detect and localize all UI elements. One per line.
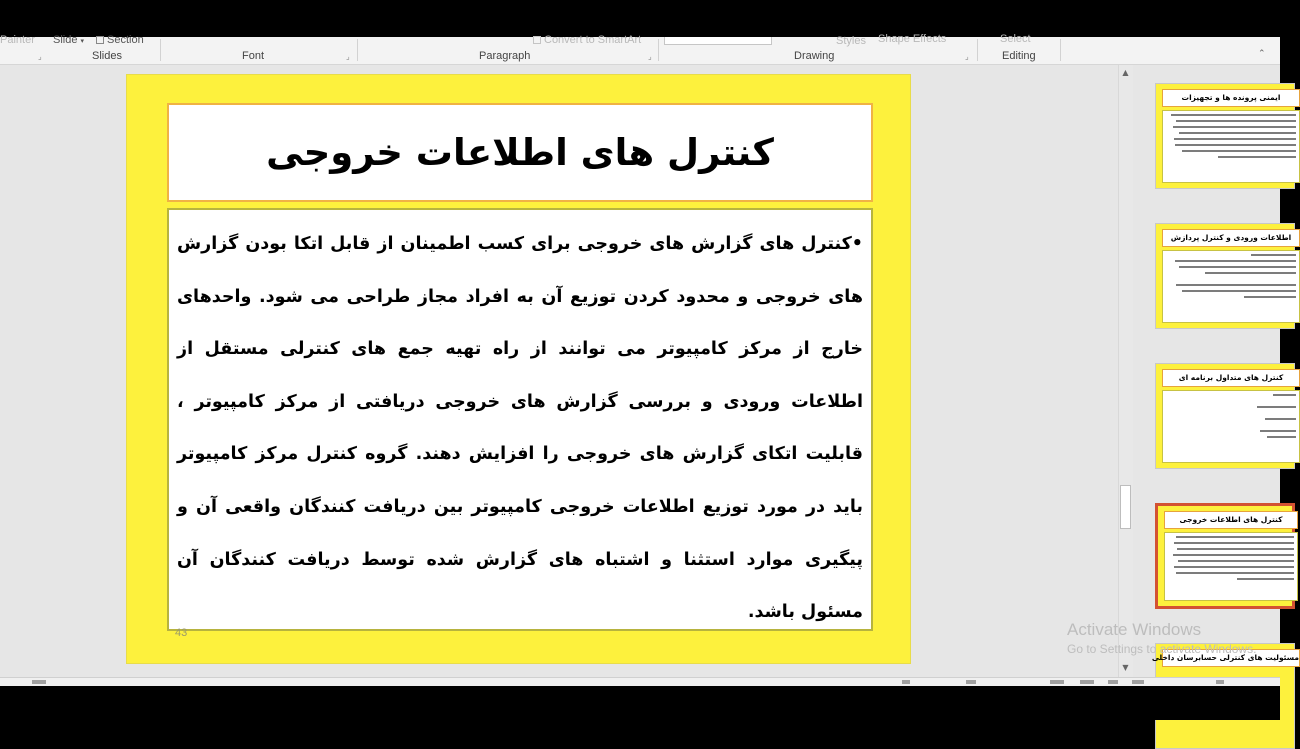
convert-smartart-button[interactable]: [533, 34, 641, 46]
slideshow-view-icon[interactable]: [1132, 680, 1144, 684]
thumbnail-title: کنترل های اطلاعات خروجی: [1164, 511, 1298, 529]
slide-layout-button[interactable]: [53, 34, 84, 46]
ribbon-separator: [1060, 39, 1061, 61]
zoom-slider[interactable]: [1216, 680, 1224, 684]
notes-toggle-icon[interactable]: [902, 680, 910, 684]
convert-smartart-label: Convert to SmartArt: [544, 34, 642, 46]
slide-thumbnails-pane[interactable]: [1133, 65, 1299, 677]
ribbon-group-editing: Editing: [1002, 50, 1036, 62]
activate-windows-watermark: [1067, 620, 1256, 656]
slide-editor[interactable]: [0, 65, 1118, 677]
activate-windows-title: Activate Windows: [1067, 620, 1202, 639]
dialog-launcher-icon[interactable]: ⌟: [38, 52, 42, 61]
thumbnail-body: [1162, 110, 1300, 183]
slide-thumbnail[interactable]: [1155, 83, 1295, 189]
slide-thumbnail-current[interactable]: [1155, 503, 1295, 609]
dialog-launcher-icon[interactable]: ⌟: [648, 52, 652, 61]
shape-effects-button[interactable]: Shape Effects: [878, 33, 947, 45]
slide-thumbnail[interactable]: [1155, 223, 1295, 329]
select-button[interactable]: Select: [1000, 33, 1031, 45]
slide-number: 43: [175, 627, 188, 639]
editor-vertical-scrollbar[interactable]: [1118, 65, 1133, 677]
section-button[interactable]: [96, 34, 144, 46]
ribbon-group-drawing: Drawing: [794, 50, 835, 62]
bottom-black-bar: [0, 686, 1280, 720]
status-indicator: [32, 680, 46, 684]
dialog-launcher-icon[interactable]: ⌟: [346, 52, 350, 61]
title-placeholder[interactable]: [167, 103, 873, 202]
section-icon: [96, 36, 104, 44]
chevron-down-icon: ▾: [80, 38, 85, 45]
shape-gallery[interactable]: [664, 37, 772, 45]
quick-styles-button[interactable]: Styles: [836, 35, 866, 47]
ribbon-separator: [160, 39, 161, 61]
scroll-up-arrow-icon[interactable]: ▲: [1122, 68, 1129, 77]
reading-view-icon[interactable]: [1108, 680, 1118, 684]
slide-thumbnail[interactable]: [1155, 363, 1295, 469]
format-painter-button[interactable]: Painter: [0, 34, 35, 46]
collapse-ribbon-icon[interactable]: ⌃: [1258, 49, 1266, 59]
thumbnail-title: اطلاعات ورودی و کنترل پردازش: [1162, 229, 1300, 247]
thumbnail-title: مسئولیت های کنترلی حسابرسان داخلی: [1162, 649, 1300, 667]
slide-sorter-view-icon[interactable]: [1080, 680, 1094, 684]
section-label: Section: [107, 34, 144, 46]
scroll-down-arrow-icon[interactable]: ▼: [1122, 663, 1129, 672]
top-black-bar: [0, 0, 1280, 37]
slide-title: کنترل های اطلاعات خروجی: [266, 131, 774, 174]
ribbon-separator: [977, 39, 978, 61]
status-bar: [0, 677, 1280, 686]
ribbon-separator: [357, 39, 358, 61]
slide-layout-label: Slide: [53, 34, 78, 46]
thumbnail-title: کنترل های متداول برنامه ای: [1162, 369, 1300, 387]
thumbnail-title: ایمنی پرونده ها و تجهیزات: [1162, 89, 1300, 107]
smartart-icon: [533, 36, 541, 44]
ribbon-group-font: Font: [242, 50, 265, 62]
scrollbar-thumb[interactable]: [1120, 485, 1131, 529]
slide-body-text: •کنترل های گزارش های خروجی برای کسب اطمینان از قابل اتکا بودن گزارش های خروجی و محدود کردن توزیع آن به افراد مجاز طراحی می شود. واحدهای خارج از مرکز کامپیوتر می توانند از راه تهیه جمع های کنترلی مستقل از اطلاعات ورودی و بررسی گزارش های خروجی دریافتی از مرکز کامپیوتر ، قابلیت اتکای گزارش های خروجی را افزایش دهند. گروه کنترل مرکز کامپیوتر باید در مورد توزیع اطلاعات خروجی کامپیوتر بین دریافت کنندگان واقعی آن و پیگیری موارد استثنا و اشتباه های گزارش شده توسط دریافت کنندگان آن مسئول باشد.: [177, 234, 863, 623]
thumbnail-body: [1162, 250, 1300, 323]
ribbon: [0, 33, 1280, 65]
thumbnail-body: [1164, 532, 1298, 601]
ribbon-separator: [658, 39, 659, 61]
dialog-launcher-icon[interactable]: ⌟: [965, 52, 969, 61]
slide-canvas[interactable]: [126, 74, 911, 664]
comments-toggle-icon[interactable]: [966, 680, 976, 684]
thumbnail-body: [1162, 390, 1300, 463]
activate-windows-subtitle: Go to Settings to activate Windows.: [1067, 642, 1257, 656]
ribbon-group-paragraph: Paragraph: [479, 50, 531, 62]
content-placeholder[interactable]: [167, 208, 873, 631]
ribbon-group-slides: Slides: [92, 50, 122, 62]
normal-view-icon[interactable]: [1050, 680, 1064, 684]
